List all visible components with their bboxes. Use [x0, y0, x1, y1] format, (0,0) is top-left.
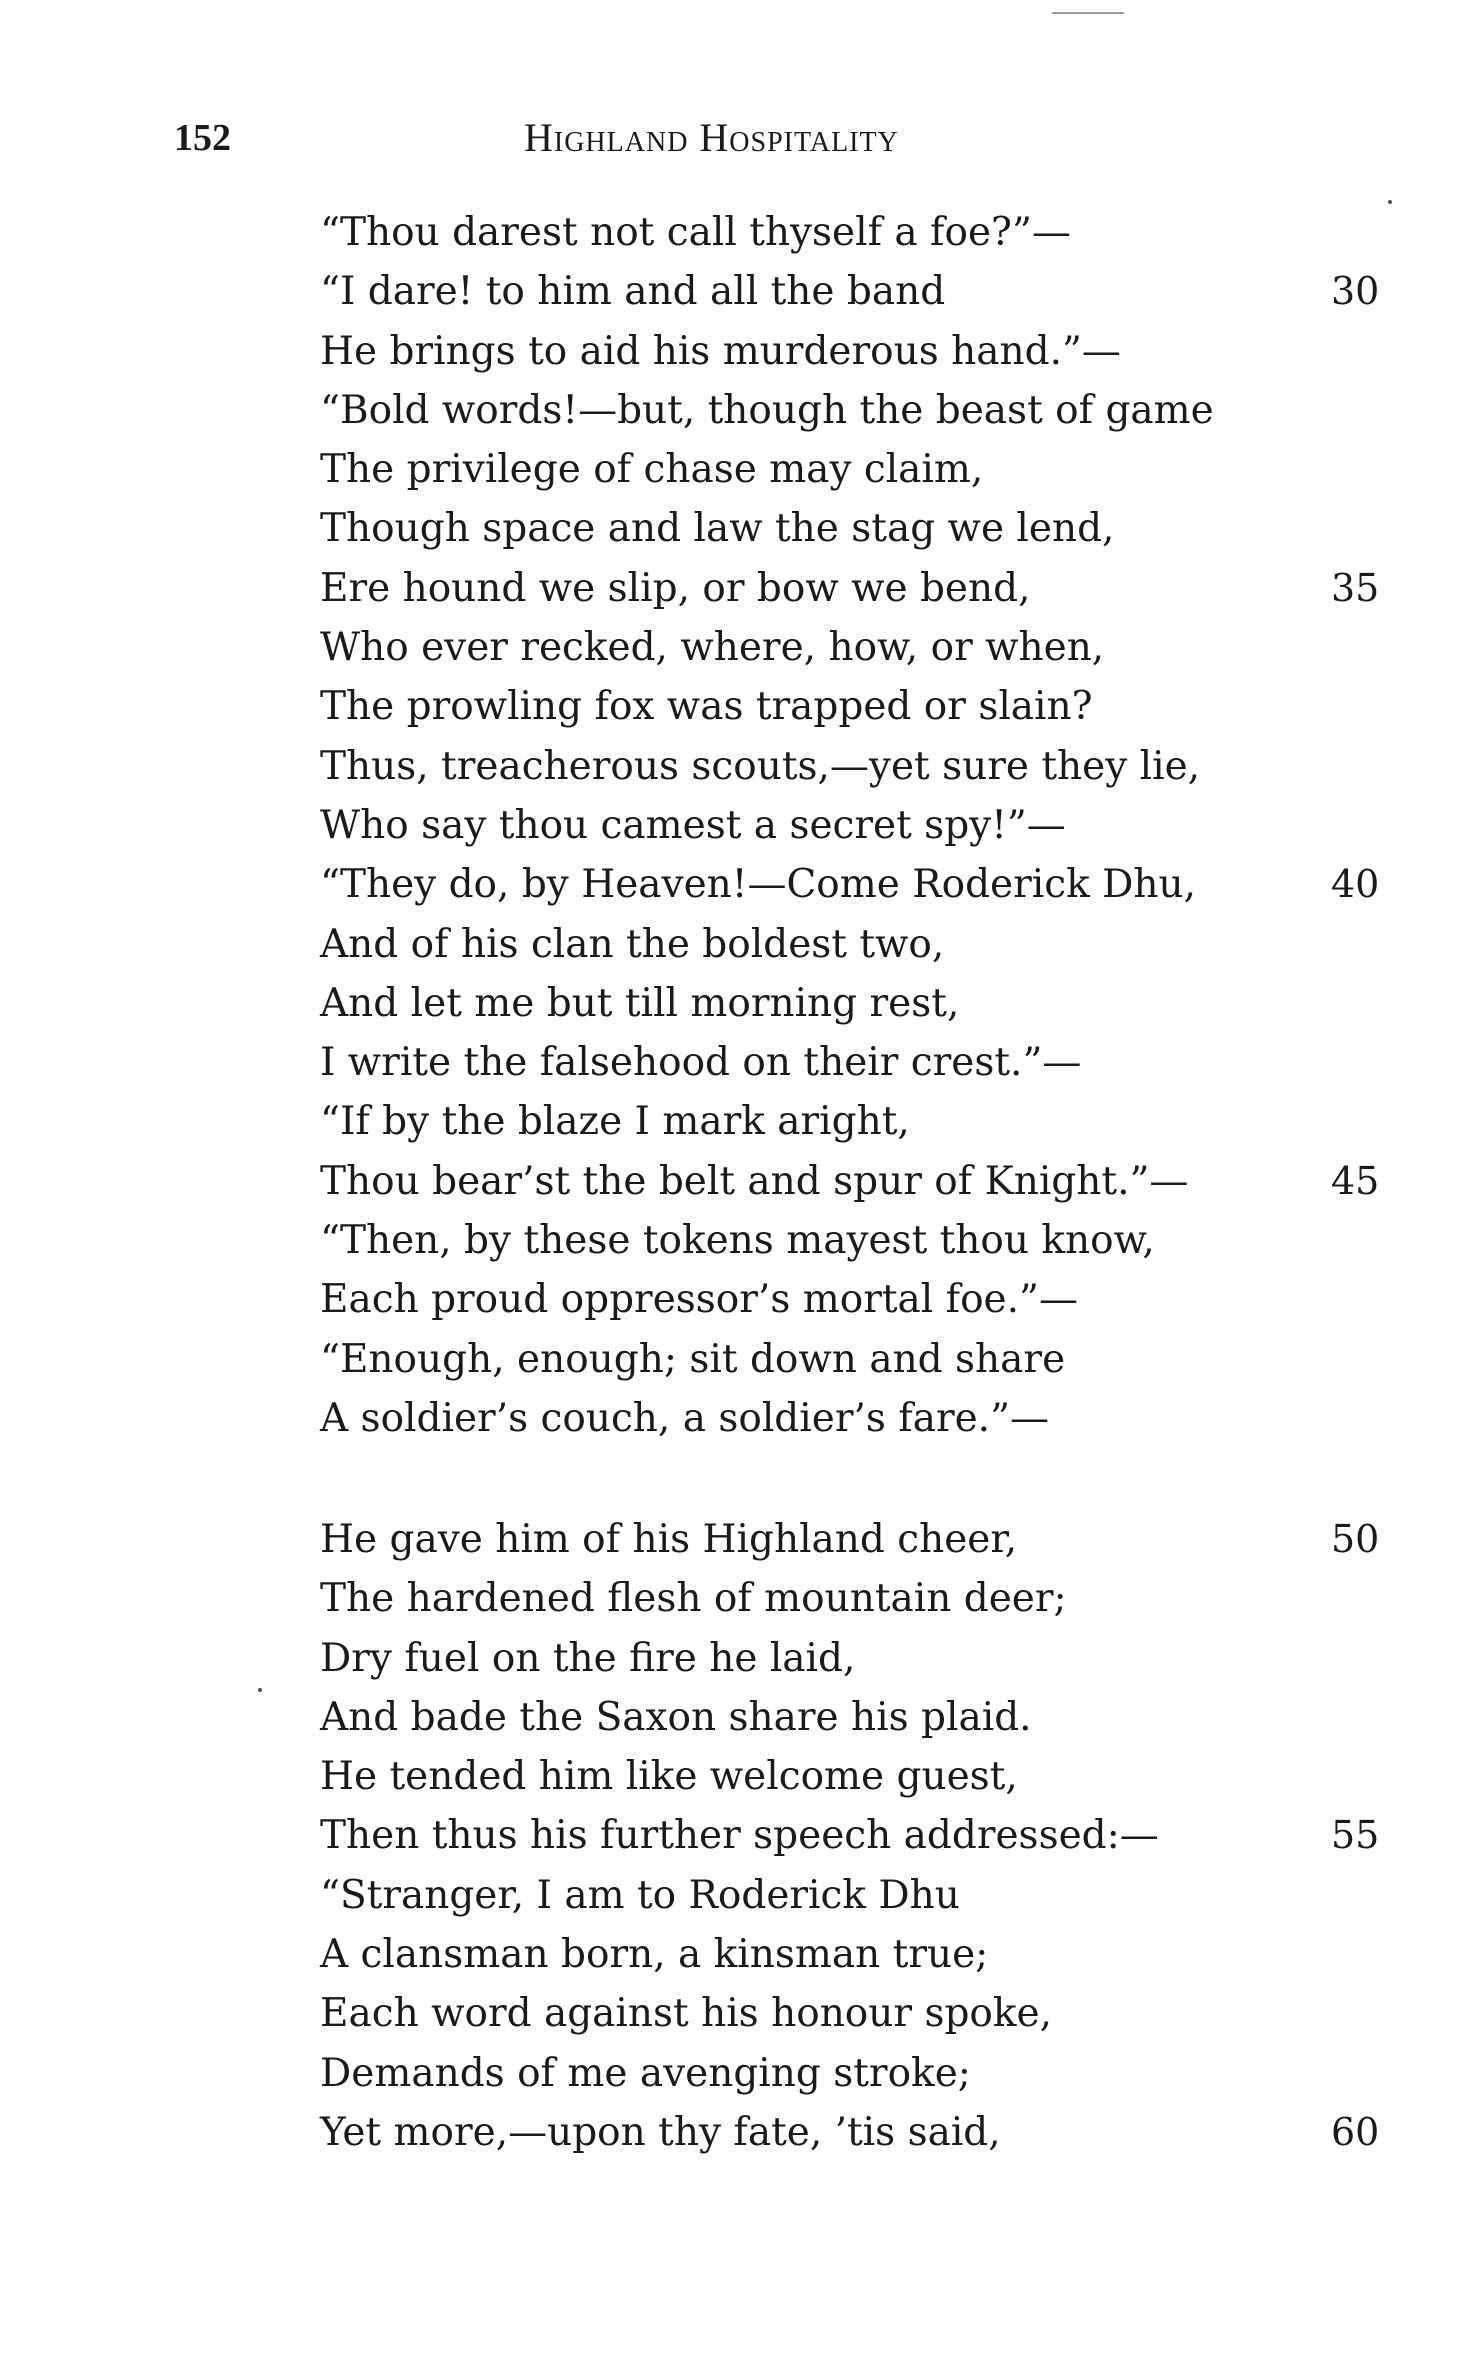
page-header: [0, 112, 1475, 164]
line-number: 40: [1331, 862, 1380, 907]
poem-line-text: He brings to aid his murderous hand.”—: [320, 328, 1121, 374]
poem-line: [320, 737, 1400, 796]
line-number: 30: [1331, 269, 1380, 314]
poem-line-text: Each proud oppressor’s mortal foe.”—: [320, 1277, 1078, 1323]
poem-line-text: The prowling fox was trapped or slain?: [320, 684, 1093, 730]
poem-line: [320, 855, 1400, 914]
poem-line: [320, 677, 1400, 736]
poem-line-text: A soldier’s couch, a soldier’s fare.”—: [320, 1395, 1050, 1441]
poem-line: [320, 1688, 1400, 1747]
poem-line: [320, 440, 1400, 499]
poem-line: [320, 559, 1400, 618]
poem-line: [320, 1211, 1400, 1270]
poem-line: [320, 2044, 1400, 2103]
poem-line-text: And let me but till morning rest,: [320, 980, 960, 1026]
poem-line-text: “They do, by Heaven!—Come Roderick Dhu,: [320, 862, 1197, 908]
poem-line-text: Who say thou camest a secret spy!”—: [320, 802, 1066, 848]
poem-line: [320, 2103, 1400, 2162]
poem-line: [320, 499, 1400, 558]
poem-line: [320, 322, 1400, 381]
poem-line: [320, 1270, 1400, 1329]
poem-line: [320, 1806, 1400, 1865]
top-rule: [1052, 12, 1124, 14]
poem-line: [320, 796, 1400, 855]
poem-line: [320, 1510, 1400, 1569]
poem-line-text: Dry fuel on the fire he laid,: [320, 1635, 856, 1681]
poem-line-text: Each word against his honour spoke,: [320, 1991, 1053, 2037]
paper-speck: [258, 1688, 262, 1692]
poem-line: [320, 1389, 1400, 1448]
poem-line: [320, 974, 1400, 1033]
poem-line-text: And bade the Saxon share his plaid.: [320, 1694, 1032, 1740]
poem-line: [320, 203, 1400, 262]
poem-line: [320, 1033, 1400, 1092]
poem-line: [320, 1925, 1400, 1984]
poem-line-text: “Then, by these tokens mayest thou know,: [320, 1218, 1155, 1264]
page-number: 152: [174, 117, 231, 159]
poem-line: [320, 1629, 1400, 1688]
line-number: 50: [1331, 1517, 1380, 1561]
poem-line: [320, 262, 1400, 321]
poem-line-text: Who ever recked, where, how, or when,: [320, 625, 1105, 671]
poem-line-text: And of his clan the boldest two,: [320, 921, 945, 967]
poem-line-text: Ere hound we slip, or bow we bend,: [320, 565, 1031, 611]
poem-line-text: I write the falsehood on their crest.”—: [320, 1040, 1082, 1086]
poem-line: [320, 1092, 1400, 1151]
poem-line: [320, 381, 1400, 440]
poem-line-text: The hardened flesh of mountain deer;: [320, 1576, 1067, 1622]
poem-line-text: “Thou darest not call thyself a foe?”—: [320, 210, 1071, 255]
poem-line-text: The privilege of chase may claim,: [320, 447, 984, 493]
poem-line: [320, 1569, 1400, 1628]
running-title: Highland Hospitality: [524, 115, 899, 160]
poem-line-text: “I dare! to him and all the band: [320, 269, 946, 315]
poem-line-text: He gave him of his Highland cheer,: [320, 1517, 1018, 1562]
poem-line: [320, 1866, 1400, 1925]
poem-line-text: “Bold words!—but, though the beast of game: [320, 387, 1214, 433]
line-number: 60: [1331, 2109, 1380, 2154]
poem-line-text: “If by the blaze I mark aright,: [320, 1099, 910, 1145]
poem-line-text: “Stranger, I am to Roderick Dhu: [320, 1872, 960, 1918]
poem-line: [320, 1152, 1400, 1211]
poem-line-text: Demands of me avenging stroke;: [320, 2050, 971, 2096]
poem-line-text: “Enough, enough; sit down and share: [320, 1336, 1066, 1382]
poem-line-text: Thus, treacherous scouts,—yet sure they lie,: [320, 743, 1201, 789]
poem-line: [320, 618, 1400, 677]
poem-line-text: Thou bear’st the belt and spur of Knight.”—: [320, 1158, 1189, 1204]
poem-line-text: Yet more,—upon thy fate, ’tis said,: [320, 2109, 1001, 2155]
poem-line-text: He tended him like welcome guest,: [320, 1754, 1018, 1800]
line-number: 35: [1331, 565, 1380, 610]
line-number: 45: [1331, 1158, 1380, 1203]
stanza-2: [320, 1510, 1400, 2162]
poem-line: [320, 1984, 1400, 2043]
stanza-1: [320, 203, 1400, 1448]
poem-line-text: A clansman born, a kinsman true;: [320, 1932, 989, 1978]
poem-line: [320, 1747, 1400, 1806]
poem-line-text: Then thus his further speech addressed:—: [320, 1813, 1159, 1859]
poem-line-text: Though space and law the stag we lend,: [320, 506, 1115, 552]
line-number: 55: [1331, 1813, 1380, 1858]
paper-speck: [1388, 200, 1392, 204]
poem-line: [320, 1330, 1400, 1389]
poem-line: [320, 915, 1400, 974]
